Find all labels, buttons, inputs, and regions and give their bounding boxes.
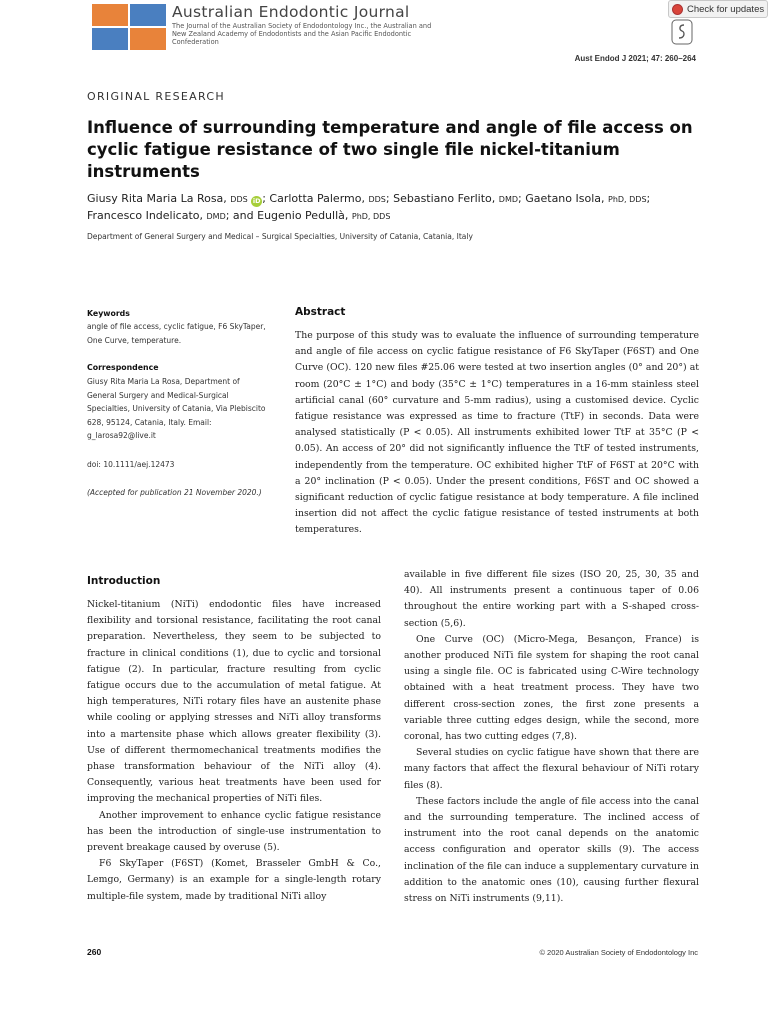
- introduction-heading: Introduction: [87, 575, 161, 587]
- section-label: ORIGINAL RESEARCH: [87, 90, 225, 103]
- paragraph: Several studies on cyclic fatigue have shown that there are many factors that affect the flexural behaviour of NiTi rotary files (8).: [404, 747, 699, 791]
- affiliation: Department of General Surgery and Medical – Surgical Specialties, University of Catania, Catania, Italy: [87, 232, 473, 241]
- paragraph: F6 SkyTaper (F6ST) (Komet, Brasseler GmbH & Co., Lemgo, Germany) is an example for a single-length rotary multiple-file system, made by traditional NiTi alloy: [87, 858, 381, 902]
- paragraph: Another improvement to enhance cyclic fatigue resistance has been the introduction of single-use instrumentation to prevent breakage caused by overuse (5).: [87, 809, 381, 854]
- keywords-heading: Keywords: [87, 309, 130, 318]
- authors-line-2: Francesco Indelicato, DMD; and Eugenio Pedullà, PhD, DDS: [87, 209, 391, 222]
- correspondence-heading: Correspondence: [87, 363, 159, 372]
- authors-line-1: Giusy Rita Maria La Rosa, DDS iD ; Carlotta Palermo, DDS; Sebastiano Ferlito, DMD; Gaetano Isola, PhD, DDS;: [87, 192, 651, 205]
- copyright: © 2020 Australian Society of Endodontology Inc: [539, 948, 698, 957]
- abstract-body: The purpose of this study was to evaluate the influence of surrounding temperature and angle of file access on cyclic fatigue resistance of F6 SkyTaper (F6ST) and One Curve (OC). 120 new files #25.06 were tested at two insertion angles (0° and 20°) at room (20°C ± 1°C) and body (35°C ± 1°C) temperatures in a 16-mm stainless steel artificial canal (60° curvature and 5-mm radius), using a customised device. Cyclic fatigue resistance was expressed as time to fracture (TtF) in seconds. Data were analysed statistically (P < 0.05). All instruments exhibited lower TtF at 35°C (P < 0.05). An access of 20° did not significantly influence the TtF of tested instruments, independently from the temperature. OC exhibited higher TtF of F6ST at 20°C with a 20° inclination (P < 0.05). Under the present conditions, F6ST and OC showed a significant reduction of cyclic fatigue resistance at body temperature. A file inclined insertion did not affect the cyclic fatigue resistance of tested instruments at both temperatures.: [295, 330, 699, 536]
- paragraph: available in five different file sizes (ISO 20, 25, 30, 35 and 40). All instruments present a continuous taper of 0.06 throughout the entire working part with a S-shaped cross-section (5,6).: [404, 569, 699, 629]
- page-number: 260: [87, 947, 102, 957]
- keywords-text: angle of file access, cyclic fatigue, F6 SkyTaper, One Curve, temperature.: [87, 322, 266, 345]
- abstract-heading: Abstract: [295, 306, 346, 318]
- author-list: [87, 191, 687, 225]
- email-link[interactable]: g_larosa92@live.it: [87, 431, 156, 440]
- crossmark-icon[interactable]: [671, 19, 693, 45]
- journal-title: Australian Endodontic Journal: [172, 3, 410, 21]
- journal-subtitle: The Journal of the Australian Society of Endodontology Inc., the Australian and New Zealand Academy of Endodontists and the Asian Pacific Endodontic Confederation: [172, 22, 432, 47]
- body-column-left: [87, 597, 381, 905]
- doi-link[interactable]: doi: 10.1111/aej.12473: [87, 460, 175, 469]
- check-updates-label: Check for updates: [687, 3, 765, 15]
- accepted-date: (Accepted for publication 21 November 2020.): [87, 488, 262, 497]
- body-column-right: [404, 567, 699, 907]
- paragraph: Nickel-titanium (NiTi) endodontic files have increased flexibility and torsional resistance, facilitating the root canal preparation. Nevertheless, they seem to be subjected to fracture in clinical conditions (1), due to cyclic and torsional fatigue (2). In particular, fracture resulting from cyclic fatigue occurs due to the accumulation of metal fatigue. At high temperatures, NiTi rotary files have an austenite phase while cooling or applying stresses and NiTi alloy transforms into a martensite phase which allows greater flexibility (3). Use of different thermomechanical treatments modifies the phase transformation behaviour of the NiTi alloy (4). Consequently, various heat treatments have been used for improving the mechanical properties of NiTi files.: [87, 599, 381, 805]
- paragraph: These factors include the angle of file access into the canal and the surrounding temperature. The inclined access of instrument into the root canal depends on the anatomic access configuration and operator skills (9). The access inclination of the file can induce a supplementary curvature in addition to the anatomic ones (10), causing further flexural stress on NiTi instruments (9,11).: [404, 795, 699, 905]
- paragraph: One Curve (OC) (Micro-Mega, Besançon, France) is another produced NiTi file system for shaping the root canal using a single file. OC is fabricated using C-Wire technology obtained with a heat treatment process. They have two different cross-section zones, the first zone presents a variable three cutting edges design, while the second, more coronal, has two cutting edges (7,8).: [404, 633, 699, 743]
- update-icon: [672, 4, 683, 15]
- citation: Aust Endod J 2021; 47: 260–264: [574, 54, 696, 63]
- article-title: Influence of surrounding temperature and angle of file access on cyclic fatigue resistance of two single file nickel-titanium instruments: [87, 118, 693, 181]
- orcid-icon[interactable]: iD: [252, 197, 261, 205]
- journal-logo: [92, 4, 166, 50]
- correspondence-text: Giusy Rita Maria La Rosa, Department of General Surgery and Medical-Surgical Specialties, University of Catania, Via Plebiscito 628, 95124, Catania, Italy. Email: g_larosa92@live.it: [87, 375, 282, 443]
- check-for-updates-button[interactable]: [668, 0, 768, 18]
